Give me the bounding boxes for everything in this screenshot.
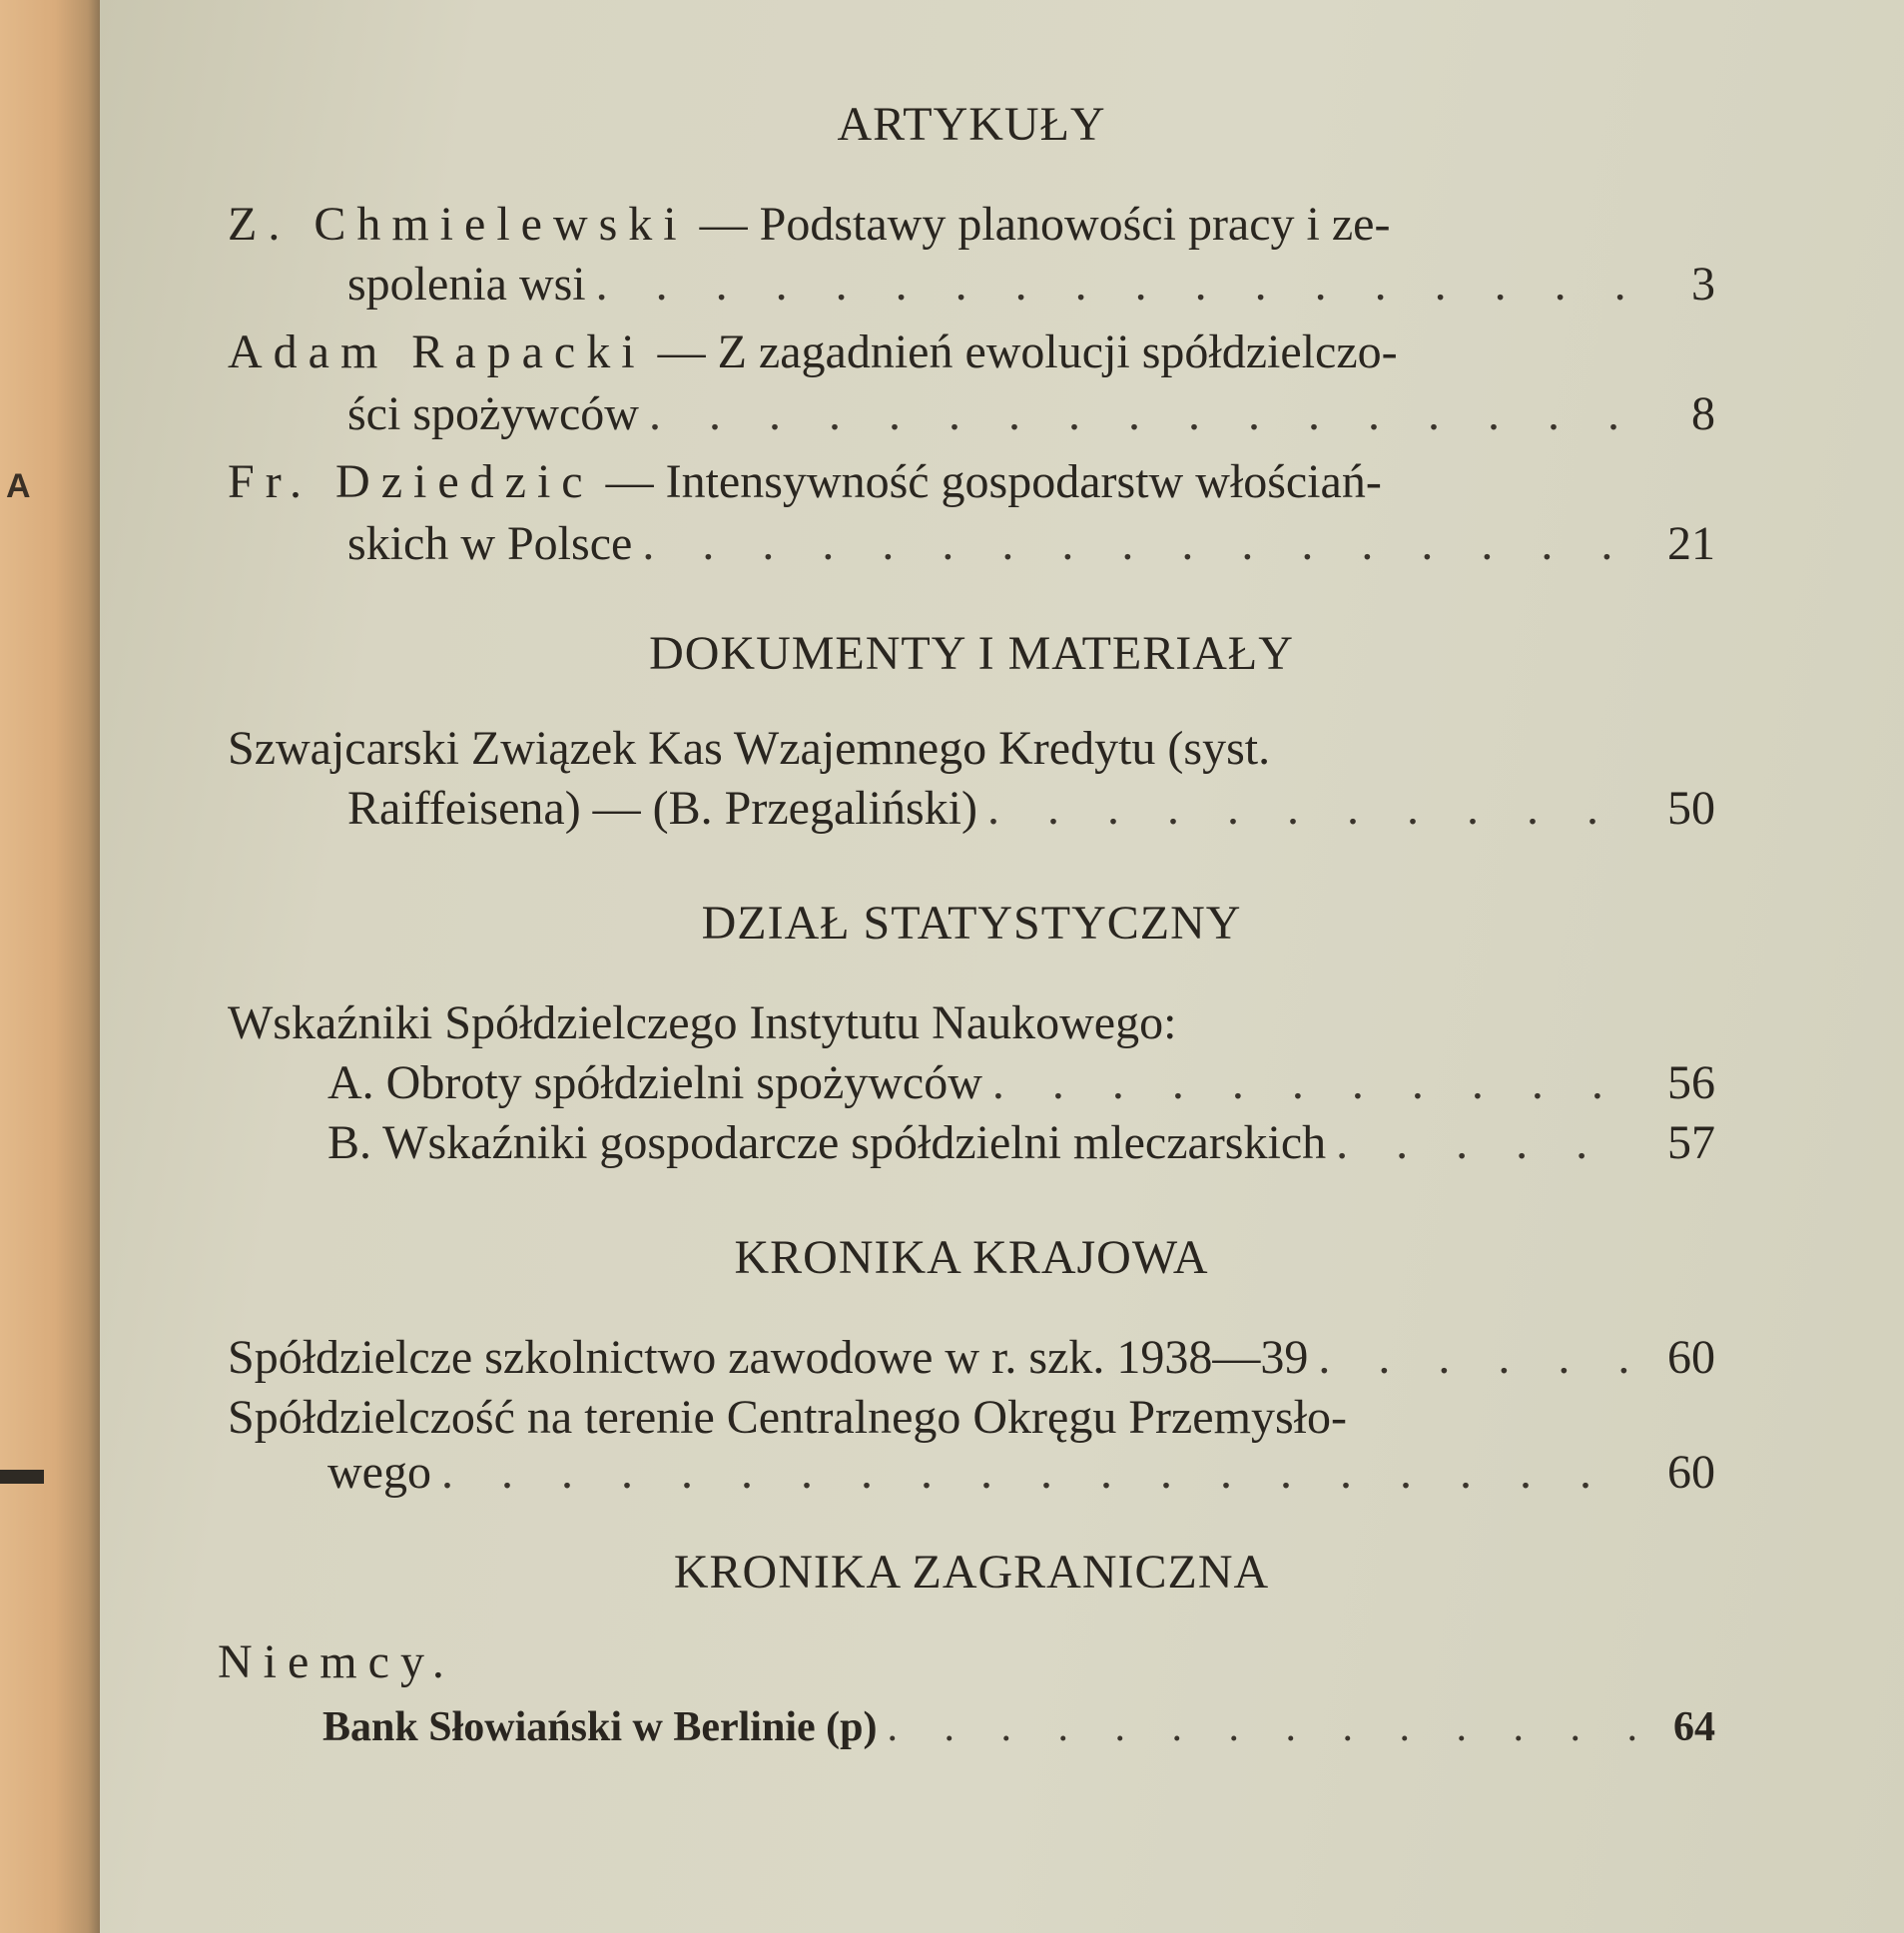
page-number: 60 [1667,1446,1715,1499]
page-number: 21 [1667,517,1715,570]
entry-title-continued: wego [327,1446,431,1499]
dot-leader [596,255,1635,315]
dot-leader [1318,1328,1635,1388]
entry-title: Szwajcarski Związek Kas Wzajemnego Kredytu (syst. [228,722,1271,775]
toc-entry-3-line2 [228,514,1715,574]
entry-title-continued: spolenia wsi [347,258,586,311]
dot-leader [987,779,1635,839]
entry-title: Podstawy planowości pracy i ze- [759,198,1391,251]
country-name: Niemcy. [218,1635,455,1688]
section-heading-articles: ARTYKUŁY [837,98,1106,151]
entry-title: Bank Słowiański w Berlinie (p) [322,1704,878,1750]
edge-dark-strip [0,1470,44,1484]
dot-leader [992,1053,1635,1113]
toc-entry-8-line2 [228,1443,1715,1503]
entry-author: Adam Rapacki [228,325,646,378]
dot-leader [887,1697,1635,1757]
toc-entry-8-line1 [228,1388,1715,1448]
entry-author: Fr. Dziedzic [228,455,594,508]
dot-leader [1336,1113,1635,1173]
entry-title: Z zagadnień ewolucji spółdzielczo- [717,325,1398,378]
page-number: 3 [1691,258,1715,311]
entry-title: B. Wskaźniki gospodarcze spółdzielni mleczarskich [327,1116,1327,1169]
section-heading-statistics: DZIAŁ STATYSTYCZNY [701,897,1242,950]
toc-entry-1-line1: Z. Chmielewski — Podstawy planowości pracy i ze- [228,198,1391,251]
page-number: 57 [1667,1116,1715,1169]
dot-leader [642,514,1635,574]
toc-entry-4-line2 [228,779,1715,839]
toc-entry-9 [228,1697,1715,1757]
page-number: 60 [1667,1331,1715,1384]
toc-entry-4-line1 [228,719,1715,779]
page-number: 8 [1691,387,1715,440]
toc-entry-6 [228,1113,1715,1173]
dot-leader [441,1443,1635,1503]
entry-title: Spółdzielczość na terenie Centralnego Okręgu Przemysło- [228,1391,1347,1444]
dot-leader [649,384,1635,444]
toc-entry-2-line2 [228,384,1715,444]
page-number: 56 [1667,1056,1715,1109]
entry-title: Spółdzielcze szkolnictwo zawodowe w r. szk. 1938—39 [228,1331,1309,1384]
section-heading-foreign-chronicle: KRONIKA ZAGRANICZNA [673,1546,1270,1599]
toc-entry-3-line1: Fr. Dziedzic — Intensywność gospodarstw włościań- [228,455,1382,508]
entry-title-continued: skich w Polsce [347,517,633,570]
entry-author: Z. Chmielewski [228,198,688,251]
toc-statistics-intro [228,993,1715,1053]
entry-title: Intensywność gospodarstw włościań- [665,455,1382,508]
section-heading-domestic-chronicle: KRONIKA KRAJOWA [734,1231,1209,1284]
entry-title: Wskaźniki Spółdzielczego Instytutu Naukowego: [228,996,1177,1049]
entry-title: A. Obroty spółdzielni spożywców [327,1056,982,1109]
entry-title-continued: Raiffeisena) — (B. Przegaliński) [347,782,977,835]
page-number: 50 [1667,782,1715,835]
section-heading-documents: DOKUMENTY I MATERIAŁY [649,627,1294,680]
toc-entry-1-line2 [228,255,1715,315]
edge-text-fragment: A [6,467,31,505]
adjacent-page-edge [0,0,100,1933]
toc-entry-7 [228,1328,1715,1388]
toc-entry-5 [228,1053,1715,1113]
toc-entry-2-line1: Adam Rapacki — Z zagadnień ewolucji spółdzielczo- [228,325,1398,378]
toc-country-heading [218,1632,1705,1692]
entry-title-continued: ści spożywców [347,387,639,440]
page-number: 64 [1673,1704,1715,1750]
